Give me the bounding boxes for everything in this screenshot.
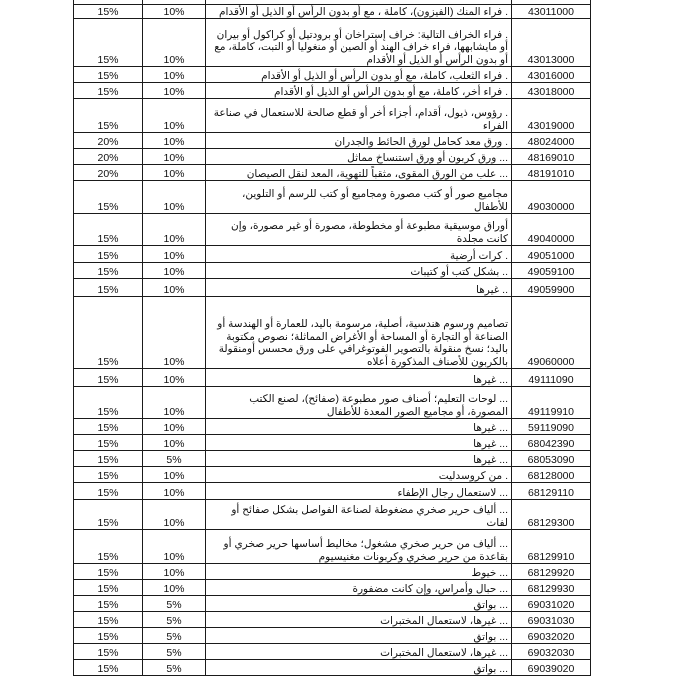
tariff-code-cell: 68128000 <box>512 467 591 483</box>
tariff-code-cell: 68129920 <box>512 564 591 580</box>
table-row <box>74 435 591 451</box>
description-cell: .. غيرها <box>206 279 512 297</box>
description-cell: أوراق موسيقية مطبوعة أو مخطوطة، مصورة أو غير مصورة، وإن كانت مجلدة <box>206 214 512 246</box>
tariff-code-cell: 49111090 <box>512 369 591 387</box>
rate-b-cell: 10% <box>143 181 206 214</box>
tariff-document <box>73 0 590 676</box>
rate-b-cell: 10% <box>143 580 206 596</box>
tariff-code-cell: 48191010 <box>512 165 591 181</box>
table-row <box>74 580 591 596</box>
rate-a-cell: 15% <box>74 628 143 644</box>
table-row <box>74 279 591 297</box>
rate-a-cell: 15% <box>74 5 143 19</box>
rate-a-cell: 15% <box>74 435 143 451</box>
rate-b-cell: 10% <box>143 530 206 564</box>
description-cell: ... بواتق <box>206 596 512 612</box>
tariff-code-cell: 68129910 <box>512 530 591 564</box>
rate-b-cell: 10% <box>143 165 206 181</box>
table-row <box>74 133 591 149</box>
rate-a-cell: 15% <box>74 467 143 483</box>
table-row <box>74 67 591 83</box>
tariff-code-cell: 68129300 <box>512 500 591 530</box>
table-row <box>74 149 591 165</box>
rate-a-cell: 15% <box>74 181 143 214</box>
tariff-code-cell: 49060000 <box>512 297 591 369</box>
description-cell: ... بواتق <box>206 628 512 644</box>
rate-b-cell: 5% <box>143 660 206 676</box>
rate-a-cell: 15% <box>74 67 143 83</box>
tariff-code-cell: 49040000 <box>512 214 591 246</box>
table-row <box>74 246 591 263</box>
rate-b-cell: 10% <box>143 500 206 530</box>
table-row <box>74 387 591 419</box>
description-cell: ... غيرها <box>206 451 512 467</box>
rate-a-cell: 15% <box>74 483 143 500</box>
table-row <box>74 564 591 580</box>
tariff-code-cell: 68042390 <box>512 435 591 451</box>
rate-b-cell: 10% <box>143 435 206 451</box>
rate-b-cell: 10% <box>143 133 206 149</box>
table-row <box>74 214 591 246</box>
rate-b-cell: 10% <box>143 263 206 279</box>
rate-a-cell: 15% <box>74 214 143 246</box>
tariff-code-cell: 68053090 <box>512 451 591 467</box>
description-cell: . من كروسدليت <box>206 467 512 483</box>
rate-b-cell: 5% <box>143 596 206 612</box>
description-cell: ... لاستعمال رجال الإطفاء <box>206 483 512 500</box>
rate-a-cell: 15% <box>74 387 143 419</box>
rate-a-cell: 20% <box>74 133 143 149</box>
rate-b-cell: 5% <box>143 644 206 660</box>
tariff-code-cell: 69032030 <box>512 644 591 660</box>
description-cell: . ورق معد كحامل لورق الحائط والجدران <box>206 133 512 149</box>
description-cell: ... لوحات التعليم؛ أصناف صور مطبوعة (صفائح)، لصنع الكتب المصورة، أو مجاميع الصور المعدة للأطفال <box>206 387 512 419</box>
table-row <box>74 451 591 467</box>
table-row <box>74 181 591 214</box>
rate-a-cell: 15% <box>74 297 143 369</box>
rate-b-cell: 10% <box>143 99 206 133</box>
description-cell: . فراء الخراف التالية: خراف إستراخان أو برودتيل أو كراكول أو بيران أو مايشابهها، فراء خراف الهند أو الصين أو منغوليا أو التبت، كاملة، مع أو بدون الرأس أو الذيل أو الأقدام <box>206 19 512 67</box>
rate-a-cell: 15% <box>74 451 143 467</box>
rate-b-cell: 10% <box>143 387 206 419</box>
rate-b-cell: 10% <box>143 297 206 369</box>
description-cell: ... علب من الورق المقوى، مثقباً للتهوية، المعد لنقل الصيصان <box>206 165 512 181</box>
rate-a-cell: 20% <box>74 165 143 181</box>
table-row <box>74 483 591 500</box>
rate-a-cell: 15% <box>74 419 143 435</box>
rate-a-cell: 15% <box>74 500 143 530</box>
description-cell: ... بواتق <box>206 660 512 676</box>
table-row <box>74 99 591 133</box>
table-row <box>74 530 591 564</box>
description-cell: . كرات أرضية <box>206 246 512 263</box>
description-cell: ... غيرها <box>206 419 512 435</box>
tariff-code-cell: 59119090 <box>512 419 591 435</box>
rate-a-cell: 15% <box>74 83 143 99</box>
rate-a-cell: 15% <box>74 19 143 67</box>
tariff-code-cell: 43016000 <box>512 67 591 83</box>
rate-a-cell: 15% <box>74 279 143 297</box>
rate-a-cell: 15% <box>74 564 143 580</box>
rate-b-cell: 10% <box>143 279 206 297</box>
tariff-code-cell: 49059100 <box>512 263 591 279</box>
table-row <box>74 419 591 435</box>
rate-a-cell: 15% <box>74 580 143 596</box>
rate-b-cell: 10% <box>143 369 206 387</box>
tariff-code-cell: 68129930 <box>512 580 591 596</box>
rate-b-cell: 5% <box>143 628 206 644</box>
rate-a-cell: 20% <box>74 149 143 165</box>
tariff-code-cell: 69031030 <box>512 612 591 628</box>
rate-a-cell: 15% <box>74 99 143 133</box>
rate-b-cell: 5% <box>143 612 206 628</box>
rate-b-cell: 10% <box>143 19 206 67</box>
tariff-code-cell: 69032020 <box>512 628 591 644</box>
tariff-code-cell: 69039020 <box>512 660 591 676</box>
description-cell: . رؤوس، ذيول، أقدام، أجزاء أخر أو قطع صالحة للاستعمال في صناعة الفراء <box>206 99 512 133</box>
description-cell: ... غيرها، لاستعمال المختبرات <box>206 644 512 660</box>
tariff-code-cell: 48169010 <box>512 149 591 165</box>
table-row <box>74 628 591 644</box>
table-row <box>74 165 591 181</box>
description-cell: ... حبال وأمراس، وإن كانت مضفورة <box>206 580 512 596</box>
tariff-code-cell: 43018000 <box>512 83 591 99</box>
rate-b-cell: 10% <box>143 246 206 263</box>
table-row <box>74 644 591 660</box>
table-row <box>74 83 591 99</box>
table-row <box>74 596 591 612</box>
rate-a-cell: 15% <box>74 263 143 279</box>
rate-a-cell: 15% <box>74 596 143 612</box>
rate-b-cell: 10% <box>143 419 206 435</box>
rate-a-cell: 15% <box>74 644 143 660</box>
tariff-table <box>73 0 591 676</box>
tariff-code-cell: 48024000 <box>512 133 591 149</box>
description-cell: ... ألياف من حرير صخري مشغول؛ مخاليط أساسها حرير صخري أو بقاعدة من حرير صخري وكربونات مغنيسيوم <box>206 530 512 564</box>
table-row <box>74 500 591 530</box>
description-cell: ... غيرها <box>206 435 512 451</box>
rate-b-cell: 10% <box>143 149 206 165</box>
tariff-code-cell: 43019000 <box>512 99 591 133</box>
description-cell: . فراء المنك (الفيزون)، كاملة ، مع أو بدون الرأس أو الذيل أو الأقدام <box>206 5 512 19</box>
rate-a-cell: 15% <box>74 369 143 387</box>
table-row <box>74 297 591 369</box>
table-row <box>74 19 591 67</box>
description-cell: . فراء الثعلب، كاملة، مع أو بدون الرأس أو الذيل أو الأقدام <box>206 67 512 83</box>
rate-b-cell: 10% <box>143 483 206 500</box>
table-row <box>74 467 591 483</box>
tariff-code-cell: 69031020 <box>512 596 591 612</box>
rate-a-cell: 15% <box>74 660 143 676</box>
description-cell: ... خيوط <box>206 564 512 580</box>
rate-a-cell: 15% <box>74 246 143 263</box>
rate-b-cell: 10% <box>143 67 206 83</box>
description-cell: مجاميع صور أو كتب مصورة ومجاميع أو كتب للرسم أو التلوين، للأطفال <box>206 181 512 214</box>
description-cell: ... ورق كربون أو ورق استنساخ مماثل <box>206 149 512 165</box>
rate-b-cell: 10% <box>143 564 206 580</box>
table-row <box>74 5 591 19</box>
rate-b-cell: 5% <box>143 451 206 467</box>
rate-a-cell: 15% <box>74 530 143 564</box>
rate-b-cell: 10% <box>143 467 206 483</box>
tariff-code-cell: 49119910 <box>512 387 591 419</box>
rate-b-cell: 10% <box>143 5 206 19</box>
tariff-code-cell: 43011000 <box>512 5 591 19</box>
table-row <box>74 369 591 387</box>
description-cell: ... غيرها، لاستعمال المختبرات <box>206 612 512 628</box>
tariff-code-cell: 49051000 <box>512 246 591 263</box>
rate-b-cell: 10% <box>143 83 206 99</box>
table-row <box>74 612 591 628</box>
description-cell: تصاميم ورسوم هندسية، أصلية، مرسومة باليد، للعمارة أو الهندسة أو الصناعة أو التجارة أو المساحة أو الأغراض المماثلة؛ نصوص مكتوبة باليد؛ نسخ منقولة بالتصوير الفوتوغرافي على ورق محسس أومنقولة بالكربون للأصناف المذكورة أعلاه <box>206 297 512 369</box>
tariff-code-cell: 43013000 <box>512 19 591 67</box>
rate-a-cell: 15% <box>74 612 143 628</box>
tariff-code-cell: 49030000 <box>512 181 591 214</box>
description-cell: .. بشكل كتب أو كتيبات <box>206 263 512 279</box>
rate-b-cell: 10% <box>143 214 206 246</box>
description-cell: . فراء أخر، كاملة، مع أو بدون الرأس أو الذيل أو الأقدام <box>206 83 512 99</box>
description-cell: ... غيرها <box>206 369 512 387</box>
tariff-code-cell: 49059900 <box>512 279 591 297</box>
table-row <box>74 263 591 279</box>
description-cell: ... ألياف حرير صخري مضغوطة لصناعة الفواصل بشكل صفائح أو لفات <box>206 500 512 530</box>
tariff-code-cell: 68129110 <box>512 483 591 500</box>
